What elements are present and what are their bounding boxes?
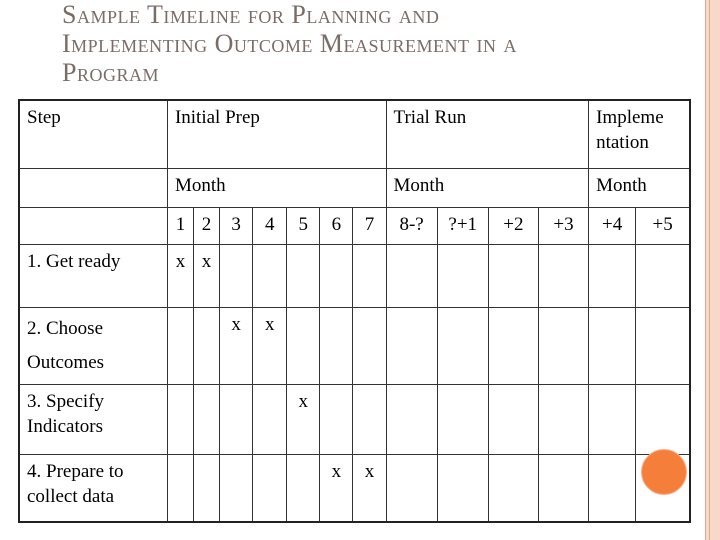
mark-cell	[488, 307, 538, 384]
step-label: 2. Choose Outcomes	[19, 307, 167, 384]
title-line-1: Sample Timeline for Planning and	[62, 0, 440, 29]
month-cell: +3	[538, 207, 588, 244]
mark-cell: x	[320, 454, 353, 522]
mark-cell	[488, 384, 538, 454]
mark-cell	[636, 384, 690, 454]
initial-prep-header: Initial Prep	[167, 100, 386, 168]
mark-cell	[167, 384, 193, 454]
mark-cell	[353, 307, 386, 384]
mark-cell	[167, 307, 193, 384]
mark-cell	[589, 384, 636, 454]
title-line-3: Program	[62, 58, 159, 87]
mark-cell: x	[220, 307, 253, 384]
title-line-2: Implementing Outcome Measurement in a	[62, 29, 518, 58]
mark-cell	[636, 244, 690, 307]
trial-run-month-label: Month	[386, 168, 589, 207]
step-label: 3. Specify Indicators	[19, 384, 167, 454]
month-cell: 5	[287, 207, 320, 244]
mark-cell: x	[194, 244, 220, 307]
mark-cell	[437, 244, 488, 307]
mark-cell: x	[287, 384, 320, 454]
mark-cell	[194, 384, 220, 454]
mark-cell	[636, 307, 690, 384]
mark-cell	[220, 244, 253, 307]
mark-cell	[538, 454, 588, 522]
mark-cell	[386, 384, 437, 454]
mark-cell	[437, 384, 488, 454]
mark-cell	[437, 307, 488, 384]
month-cell: 1	[167, 207, 193, 244]
mark-cell	[287, 244, 320, 307]
mark-cell	[538, 244, 588, 307]
mark-cell	[589, 244, 636, 307]
mark-cell	[253, 244, 287, 307]
mark-cell	[488, 244, 538, 307]
month-cell: 8-?	[386, 207, 437, 244]
empty-cell	[19, 168, 167, 207]
mark-cell	[253, 454, 287, 522]
step-label: 1. Get ready	[19, 244, 167, 307]
month-cell: +5	[636, 207, 690, 244]
timeline-table	[18, 99, 691, 523]
table-row	[19, 307, 690, 384]
implementation-header: Impleme ntation	[589, 100, 690, 168]
orange-circle-decoration	[641, 449, 687, 495]
mark-cell	[220, 384, 253, 454]
mark-cell	[253, 384, 287, 454]
mark-cell	[287, 454, 320, 522]
month-number-row	[19, 207, 690, 244]
mark-cell	[386, 454, 437, 522]
month-cell: 6	[320, 207, 353, 244]
month-cell: +4	[589, 207, 636, 244]
mark-cell	[538, 384, 588, 454]
mark-cell: x	[353, 454, 386, 522]
initial-prep-month-label: Month	[167, 168, 386, 207]
empty-cell	[19, 207, 167, 244]
month-cell: 7	[353, 207, 386, 244]
mark-cell	[287, 307, 320, 384]
mark-cell	[320, 244, 353, 307]
mark-cell	[437, 454, 488, 522]
mark-cell: x	[167, 244, 193, 307]
mark-cell	[320, 307, 353, 384]
month-cell: +2	[488, 207, 538, 244]
step-label: 4. Prepare to collect data	[19, 454, 167, 522]
mark-cell	[589, 307, 636, 384]
mark-cell	[386, 307, 437, 384]
mark-cell	[167, 454, 193, 522]
month-label-row	[19, 168, 690, 207]
step-header: Step	[19, 100, 167, 168]
slide-side-border	[705, 0, 720, 540]
month-cell: 4	[253, 207, 287, 244]
mark-cell	[194, 307, 220, 384]
slide-title	[62, 0, 682, 87]
mark-cell	[320, 384, 353, 454]
trial-run-header: Trial Run	[386, 100, 589, 168]
table-row	[19, 454, 690, 522]
month-cell: ?+1	[437, 207, 488, 244]
mark-cell	[488, 454, 538, 522]
table-row	[19, 384, 690, 454]
mark-cell	[220, 454, 253, 522]
mark-cell	[538, 307, 588, 384]
table-row	[19, 244, 690, 307]
mark-cell: x	[253, 307, 287, 384]
phase-header-row	[19, 100, 690, 168]
month-cell: 2	[194, 207, 220, 244]
month-cell: 3	[220, 207, 253, 244]
mark-cell	[353, 384, 386, 454]
mark-cell	[589, 454, 636, 522]
mark-cell	[353, 244, 386, 307]
mark-cell	[194, 454, 220, 522]
mark-cell	[386, 244, 437, 307]
implementation-month-label: Month	[589, 168, 690, 207]
